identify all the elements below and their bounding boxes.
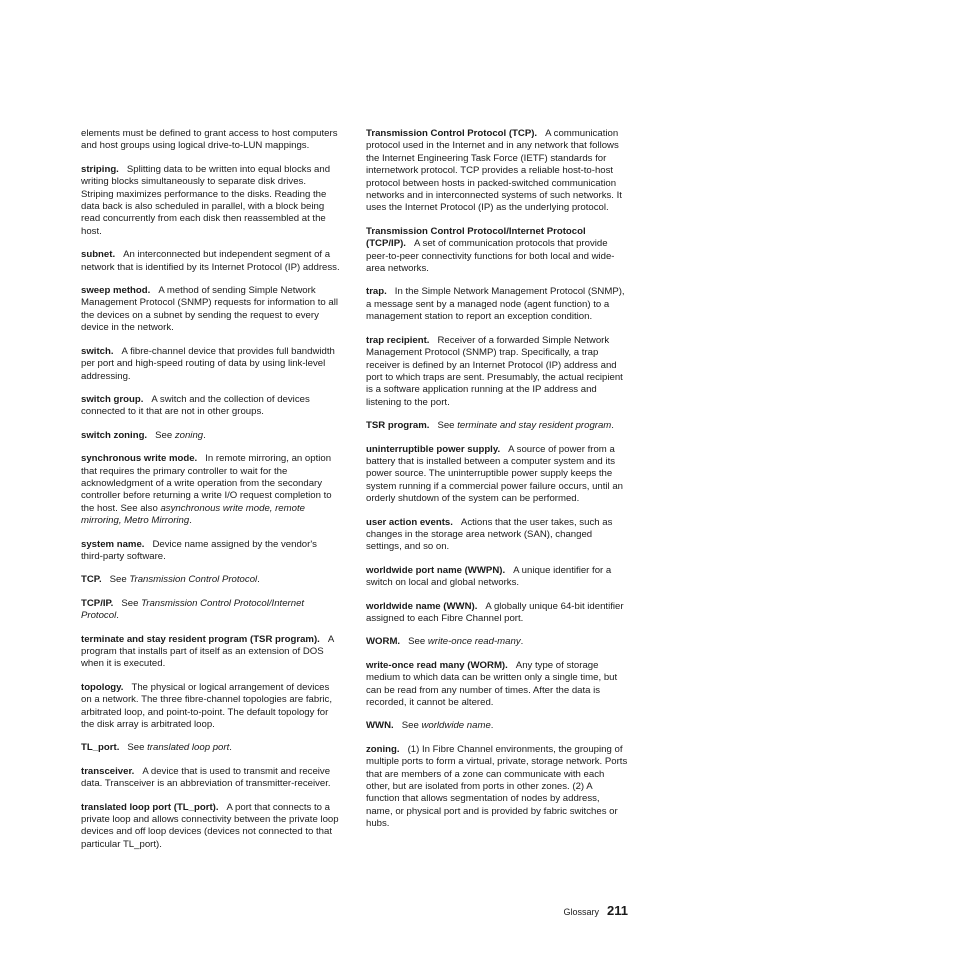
glossary-definition: A globally unique 64-bit identifier assigned to each Fibre Channel port. (366, 600, 624, 624)
glossary-definition: Splitting data to be written into equal blocks and writing blocks simultaneously to separate disk drives. Striping maximizes performance to the disks. Reading the data back is also scheduled in parallel, with a block being read concurrently from each disk then reassembled at the host. (81, 163, 331, 237)
glossary-entry (366, 420, 628, 432)
glossary-definition: See (127, 742, 148, 754)
glossary-entry (81, 453, 341, 527)
glossary-term: TCP. (81, 574, 102, 586)
glossary-definition: See (401, 720, 422, 732)
glossary-entry (366, 636, 628, 648)
glossary-entry (366, 286, 628, 323)
glossary-definition: In remote mirroring, an option that requires the primary controller to wait for the acknowledgment of a write operation from the secondary controller before returning a write I/O request completion to the host. See also (81, 453, 332, 514)
glossary-entry (81, 394, 341, 419)
glossary-column-left (81, 128, 341, 862)
glossary-entry (366, 128, 628, 215)
glossary-entry (81, 164, 341, 238)
glossary-term: Transmission Control Protocol/Internet Protocol (TCP/IP). (366, 225, 586, 250)
glossary-definition: Receiver of a forwarded Simple Network Management Protocol (SNMP) trap. Specifically, a trap receiver is defined by an Internet Protocol (IP) address and port to which traps are sent. Presumably, the actual recipient is a software application running at the IP address and listening to the port. (366, 334, 623, 408)
glossary-definition: A set of communication protocols that provide peer-to-peer connectivity functions for both local and wide-area networks. (366, 238, 615, 275)
glossary-entry (81, 430, 341, 442)
glossary-definition: Device name assigned by the vendor's third-party software. (81, 538, 317, 562)
glossary-column-right (366, 128, 628, 842)
glossary-term: TL_port. (81, 742, 120, 754)
glossary-term: worldwide port name (WWPN). (366, 564, 506, 576)
page-number: 211 (607, 903, 628, 918)
glossary-definition: (1) In Fibre Channel environments, the grouping of multiple ports to form a virtual, private, storage network. Ports that are members of a zone can communicate with each other, but are isolated from ports in other zones. (2) A function that allows segmentation of nodes by address, name, or physical port and is provided by fabric switches or hubs. (366, 743, 628, 830)
glossary-entry (366, 601, 628, 626)
glossary-term: worldwide name (WWN). (366, 600, 478, 612)
glossary-term: transceiver. (81, 765, 135, 777)
glossary-term: Transmission Control Protocol (TCP). (366, 128, 538, 139)
cross-reference: translated loop port (147, 742, 230, 754)
glossary-term: WORM. (366, 636, 401, 648)
cross-reference: Transmission Control Protocol/Internet Protocol (81, 597, 305, 622)
glossary-entry (81, 346, 341, 383)
glossary-definition: A communication protocol used in the Internet and in any network that follows the Internet Engineering Task Force (IETF) standards for internetwork protocol. TCP provides a reliable host-to-host protocol between hosts in packed-switched communication networks and in interconnected systems of such networks. It uses the Internet Protocol (IP) as the underlying protocol. (366, 128, 622, 214)
cross-reference: worldwide name (421, 720, 491, 732)
glossary-definition: See (109, 574, 130, 586)
glossary-definition: See (155, 429, 175, 441)
glossary-entry (81, 249, 341, 274)
glossary-definition: A method of sending Simple Network Management Protocol (SNMP) requests for information to all the devices on a subnet by sending the request to every device in the network. (81, 285, 339, 334)
glossary-definition: A switch and the collection of devices connected to it that are not in other groups. (81, 393, 310, 418)
punctuation: . (257, 574, 260, 586)
cross-reference: Transmission Control Protocol (129, 574, 258, 586)
glossary-entry (81, 802, 341, 852)
punctuation: . (611, 420, 614, 432)
glossary-term: switch group. (81, 393, 144, 405)
glossary-entry (81, 128, 341, 153)
glossary-entry (366, 744, 628, 831)
glossary-definition: A port that connects to a private loop and allows connectivity between the private loop devices and off loop devices (devices not connected to that particular TL_port). (81, 801, 339, 850)
glossary-definition: An interconnected but independent segment of a network that is identified by its Internet Protocol (IP) address. (81, 249, 340, 273)
glossary-term: WWN. (366, 720, 394, 732)
glossary-definition: A program that installs part of itself as an extension of DOS when it is executed. (81, 633, 334, 670)
glossary-term: sweep method. (81, 285, 151, 297)
glossary-entry (81, 742, 341, 754)
glossary-definition: The physical or logical arrangement of devices on a network. The three fibre-channel topologies are fabric, arbitrated loop, and point-to-point. The default topology for the disk array is arbitrated loop. (81, 681, 333, 731)
glossary-entry (366, 335, 628, 409)
punctuation: . (229, 742, 232, 754)
glossary-entry (81, 285, 341, 335)
glossary-entry (81, 598, 341, 623)
punctuation: . (116, 610, 119, 622)
glossary-term: write-once read many (WORM). (366, 659, 508, 671)
glossary-entry (366, 517, 628, 554)
glossary-entry (81, 766, 341, 791)
cross-reference: terminate and stay resident program (457, 420, 612, 432)
glossary-entry (366, 660, 628, 710)
footer-section-label: Glossary (563, 907, 600, 917)
glossary-term: trap recipient. (366, 334, 430, 346)
glossary-term: TSR program. (366, 420, 430, 432)
glossary-term: uninterruptible power supply. (366, 443, 501, 455)
glossary-term: trap. (366, 286, 387, 298)
glossary-definition: A fibre-channel device that provides full bandwidth per port and high-speed routing of data by using link-level addressing. (81, 345, 335, 382)
punctuation: . (520, 636, 524, 648)
glossary-definition: A device that is used to transmit and receive data. Transceiver is an abbreviation of transmitter-receiver. (81, 765, 331, 790)
glossary-entry (81, 539, 341, 564)
glossary-definition: A unique identifier for a switch on local and global networks. (366, 564, 612, 589)
glossary-entry (366, 444, 628, 506)
glossary-entry (366, 565, 628, 590)
glossary-term: synchronous write mode. (81, 453, 198, 465)
punctuation: . (189, 515, 192, 527)
punctuation: . (490, 720, 494, 732)
glossary-term: system name. (81, 538, 145, 550)
glossary-definition: See (437, 420, 458, 432)
glossary-entry (366, 226, 628, 276)
glossary-term: striping. (81, 163, 119, 175)
glossary-term: TCP/IP. (81, 597, 114, 609)
glossary-definition: Any type of storage medium to which data can be written only a single time, but can be read from any number of times. After the data is recorded, it cannot be altered. (366, 659, 618, 709)
page-footer (554, 902, 628, 920)
punctuation: . (203, 429, 206, 441)
glossary-term: zoning. (366, 743, 400, 755)
glossary-term: switch zoning. (81, 429, 148, 441)
glossary-definition: Actions that the user takes, such as changes in the storage area network (SAN), changed settings, and so on. (366, 516, 613, 553)
glossary-definition: See (408, 636, 428, 648)
glossary-term: subnet. (81, 249, 116, 261)
glossary-term: switch. (81, 345, 114, 357)
glossary-term: translated loop port (TL_port). (81, 801, 219, 813)
glossary-entry (81, 682, 341, 732)
glossary-definition: A source of power from a battery that is installed between a computer system and its power source. The uninterruptible power supply keeps the system running if a commercial power failure occurs, until an orderly shutdown of the system can be performed. (366, 443, 624, 505)
glossary-entry (366, 720, 628, 732)
cross-reference: write-once read-many (427, 636, 521, 648)
cross-reference: zoning (174, 429, 204, 441)
glossary-term: topology. (81, 681, 124, 693)
glossary-definition: In the Simple Network Management Protocol (SNMP), a message sent by a managed node (agent function) to a management station to report an exception condition. (366, 286, 625, 323)
glossary-definition: elements must be defined to grant access to host computers and host groups using logical drive-to-LUN mappings. (81, 128, 338, 152)
glossary-entry (81, 634, 341, 671)
glossary-entry (81, 574, 341, 586)
glossary-term: user action events. (366, 516, 453, 528)
glossary-definition: See (121, 597, 142, 609)
cross-reference: asynchronous write mode, remote mirroring, Metro Mirroring (81, 502, 305, 527)
glossary-term: terminate and stay resident program (TSR program). (81, 633, 320, 645)
